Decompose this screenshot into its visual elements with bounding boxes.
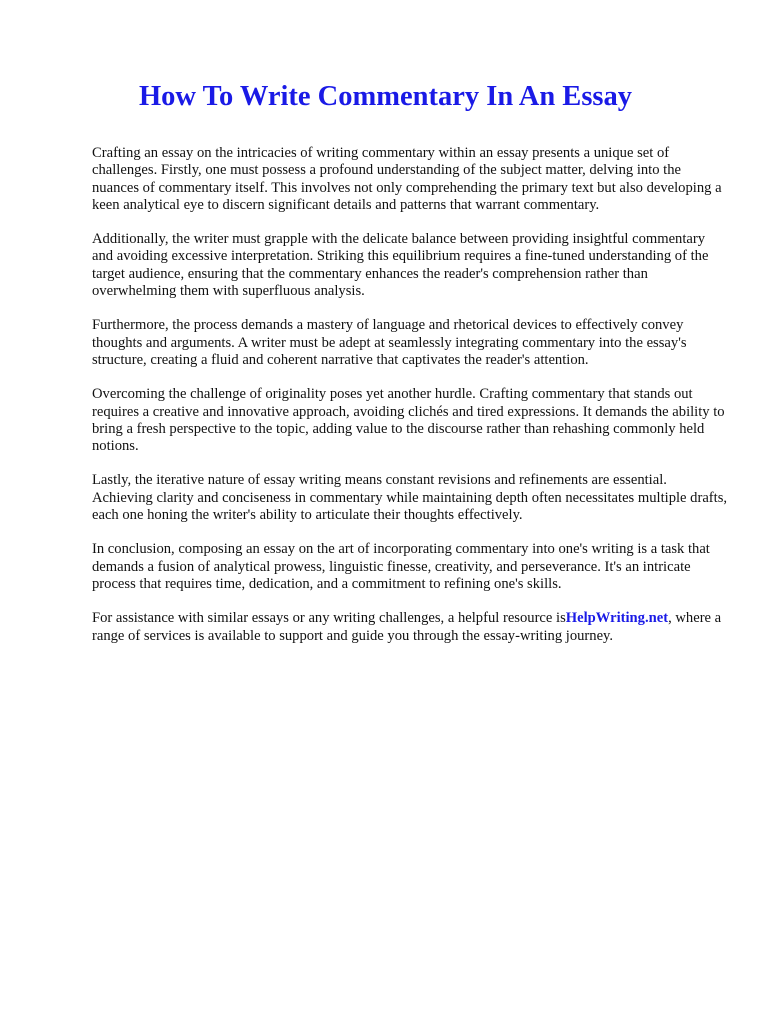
- paragraph-3: Furthermore, the process demands a mastery of language and rhetorical devices to effectively convey thoughts and arguments. A writer must be adept at seamlessly integrating commentary into the essay's structure, creating a fluid and coherent narrative that captivates the reader's attention.: [92, 317, 687, 368]
- closing-text-after-link: , where a range of services is available to support and guide you through the essay-writing journey.: [92, 610, 722, 644]
- closing-text-before-link: For assistance with similar essays or any writing challenges, a helpful resource is: [92, 610, 566, 627]
- helpwriting-link[interactable]: HelpWriting.net: [565, 610, 669, 627]
- paragraph-4: Overcoming the challenge of originality poses yet another hurdle. Crafting commentary that stands out requires a creative and innovative approach, avoiding clichés and tired expressions. It demands the ability to bring a fresh perspective to the topic, adding value to the discourse rather than rehashing commonly held notions.: [92, 386, 725, 455]
- page-title: How To Write Commentary In An Essay: [139, 81, 633, 112]
- closing-paragraph: [92, 610, 728, 645]
- paragraph-5: Lastly, the iterative nature of essay writing means constant revisions and refinements are essential. Achieving clarity and conciseness in commentary while maintaining depth often necessitates multiple drafts, each one honing the writer's ability to articulate their thoughts effectively.: [92, 472, 728, 524]
- paragraph-6: In conclusion, composing an essay on the art of incorporating commentary into one's writing is a task that demands a fusion of analytical prowess, linguistic finesse, creativity, and perseverance. It's an intricate process that requires time, dedication, and a commitment to refining one's skills.: [92, 541, 710, 592]
- paragraph-2: Additionally, the writer must grapple with the delicate balance between providing insightful commentary and avoiding excessive interpretation. Striking this equilibrium requires a fine-tuned understanding of the target audience, ensuring that the commentary enhances the reader's comprehension rather than overwhelming them with superfluous analysis.: [92, 231, 709, 300]
- paragraph-1: Crafting an essay on the intricacies of writing commentary within an essay presents a unique set of challenges. Firstly, one must possess a profound understanding of the subject matter, delving into the nuances of commentary itself. This involves not only comprehending the primary text but also developing a keen analytical eye to discern significant details and patterns that warrant commentary.: [92, 145, 722, 213]
